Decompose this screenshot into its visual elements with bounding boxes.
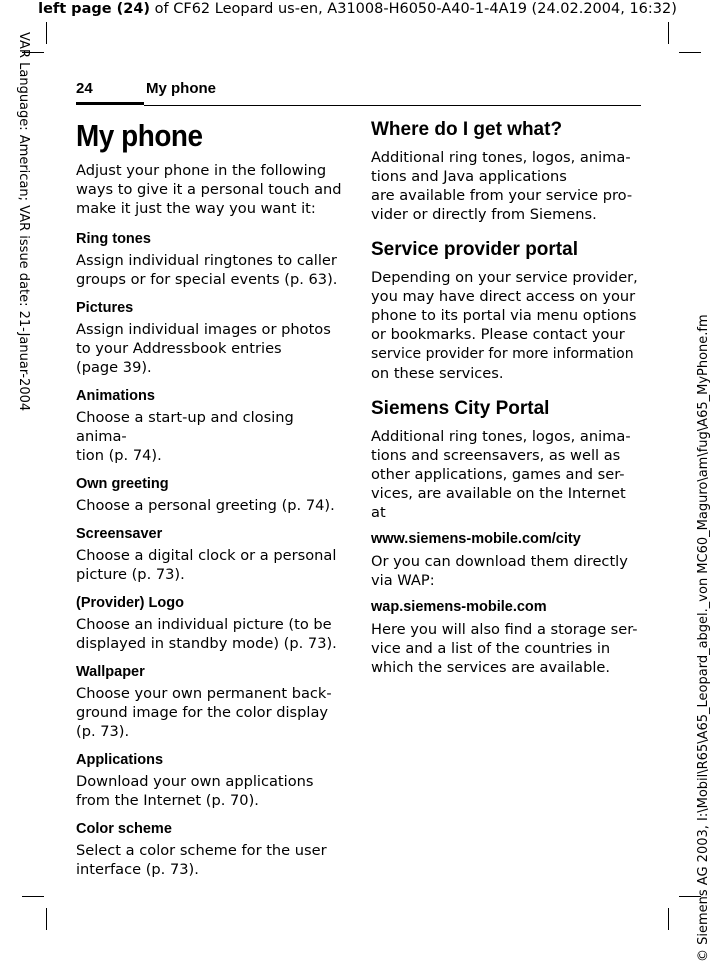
section-text	[371, 268, 639, 383]
item-line: Choose a personal greeting (p. 74).	[76, 497, 335, 514]
section-line: vider or directly from Siemens.	[371, 206, 597, 223]
item-line: Choose an individual picture (to be	[76, 616, 332, 633]
section-heading: Service provider portal	[371, 239, 578, 260]
item-heading: Animations	[76, 388, 155, 404]
item-heading: Ring tones	[76, 231, 151, 247]
item-heading: (Provider) Logo	[76, 595, 184, 611]
section-line: you may have direct access on your	[371, 288, 636, 305]
wap-url: wap.siemens-mobile.com	[371, 599, 547, 615]
item-heading: Screensaver	[76, 526, 163, 542]
section-line: phone to its portal via menu options	[371, 307, 637, 324]
item-text	[76, 615, 346, 653]
item-line: (p. 73).	[76, 723, 130, 740]
item-heading: Own greeting	[76, 476, 169, 492]
intro-line: make it just the way you want it:	[76, 200, 316, 217]
section-line: which the services are available.	[371, 659, 611, 676]
section-line: Additional ring tones, logos, anima-	[371, 428, 631, 445]
left-column	[76, 118, 346, 879]
item-text	[76, 408, 346, 465]
section-line: on these services.	[371, 365, 504, 382]
header-rule-thick	[76, 102, 144, 105]
section-line: Additional ring tones, logos, anima-	[371, 149, 631, 166]
section-text	[371, 148, 639, 224]
running-head-title: My phone	[146, 80, 216, 97]
crop-mark	[679, 52, 701, 53]
item-line: from the Internet (p. 70).	[76, 792, 259, 809]
section-line: vices, are available on the Internet at	[371, 485, 626, 521]
item-text	[76, 251, 346, 289]
item-text	[76, 320, 346, 377]
section-line: vice and a list of the countries in	[371, 640, 611, 657]
wap-intro-text	[371, 552, 639, 590]
intro-line: Adjust your phone in the following	[76, 162, 327, 179]
page-number: 24	[76, 80, 93, 97]
side-language-note	[16, 32, 31, 412]
item-line: Assign individual ringtones to caller	[76, 252, 337, 269]
section-text	[371, 427, 639, 522]
item-text	[76, 496, 346, 515]
intro-text	[76, 161, 346, 218]
section-heading: Where do I get what?	[371, 119, 563, 140]
running-head	[76, 80, 641, 106]
item-line: Choose a start-up and closing anima-	[76, 409, 294, 445]
side-copyright-note	[696, 314, 712, 962]
section-line: other applications, games and ser-	[371, 466, 625, 483]
section-line: tions and screensavers, as well as	[371, 447, 621, 464]
side-copyright-text: © Siemens AG 2003, I:\Mobil\R65\A65_Leopard_abgel._von MC60_Maguro\am\fug\A65_MyPhone.fm	[696, 314, 711, 962]
item-line: ground image for the color display	[76, 704, 329, 721]
item-line: tion (p. 74).	[76, 447, 162, 464]
crop-mark	[46, 22, 47, 44]
crop-mark	[22, 896, 44, 897]
item-line: (page 39).	[76, 359, 152, 376]
item-line: interface (p. 73).	[76, 861, 199, 878]
item-text	[76, 684, 346, 741]
section-line: Depending on your service provider,	[371, 269, 638, 286]
item-line: Download your own applications	[76, 773, 314, 790]
section-line: via WAP:	[371, 572, 435, 589]
intro-line: ways to give it a personal touch and	[76, 181, 342, 198]
crop-mark	[668, 908, 669, 930]
item-heading: Pictures	[76, 300, 134, 316]
item-line: Select a color scheme for the user	[76, 842, 327, 859]
item-line: picture (p. 73).	[76, 566, 185, 583]
section-heading: Siemens City Portal	[371, 398, 550, 419]
right-column	[371, 118, 639, 677]
page-title: My phone	[76, 118, 203, 153]
item-line: displayed in standby mode) (p. 73).	[76, 635, 337, 652]
city-portal-url: www.siemens-mobile.com/city	[371, 531, 581, 547]
section-line: Here you will also find a storage ser-	[371, 621, 638, 638]
print-header-info: of CF62 Leopard us-en, A31008-H6050-A40-1-4A19 (24.02.2004, 16:32)	[150, 1, 677, 17]
item-line: groups or for special events (p. 63).	[76, 271, 338, 288]
item-text	[76, 772, 346, 810]
item-line: to your Addressbook entries	[76, 340, 282, 357]
crop-mark	[46, 908, 47, 930]
item-line: Assign individual images or photos	[76, 321, 331, 338]
side-language-text: VAR Language: American; VAR issue date: 21-Januar-2004	[16, 32, 31, 412]
section-line: service provider for more information	[371, 346, 634, 362]
item-text	[76, 841, 346, 879]
crop-mark	[668, 22, 669, 44]
item-line: Choose your own permanent back-	[76, 685, 332, 702]
item-heading: Applications	[76, 752, 164, 768]
item-heading: Wallpaper	[76, 664, 145, 680]
section-line: are available from your service pro-	[371, 187, 633, 204]
item-text	[76, 546, 346, 584]
print-header	[0, 0, 715, 18]
print-header-page: left page (24)	[38, 1, 151, 17]
header-rule	[144, 105, 641, 106]
section-line: tions and Java applications	[371, 168, 567, 185]
section-line: Or you can download them directly	[371, 553, 628, 570]
section-line: or bookmarks. Please contact your	[371, 326, 625, 343]
storage-service-text	[371, 620, 639, 677]
item-line: Choose a digital clock or a personal	[76, 547, 337, 564]
item-heading: Color scheme	[76, 821, 172, 837]
